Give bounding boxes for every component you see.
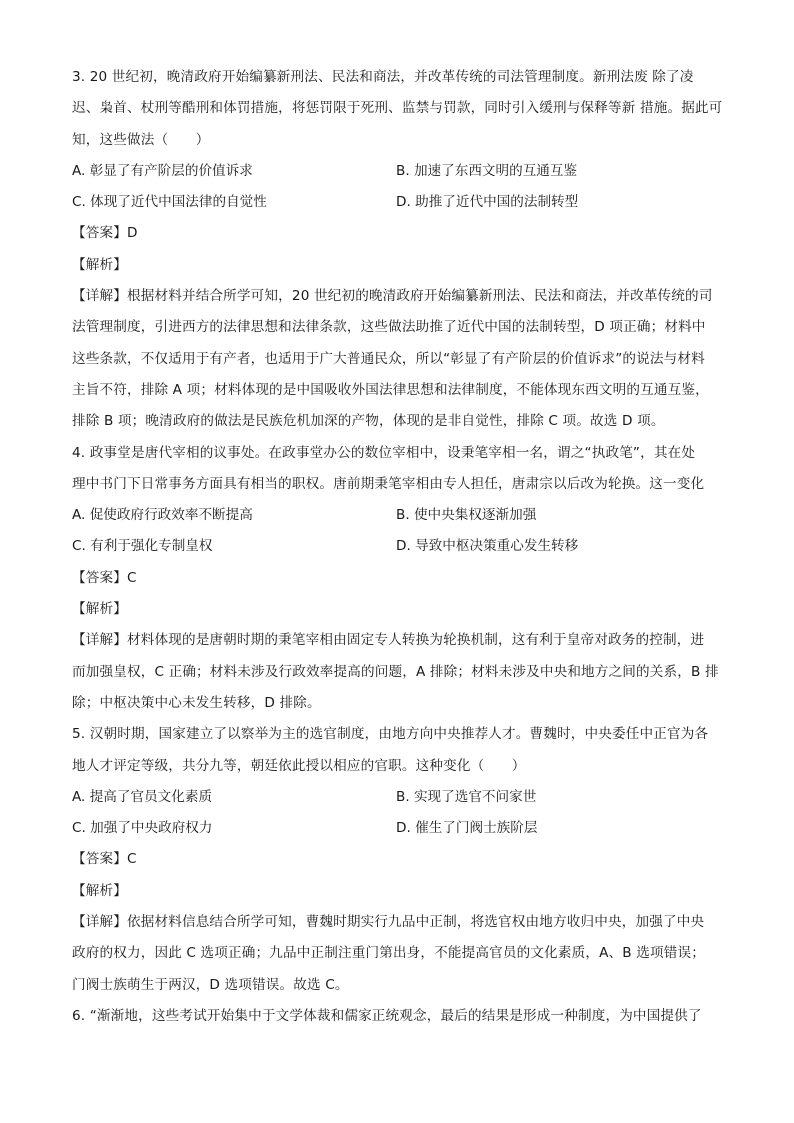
options-row xyxy=(72,156,724,187)
answer-line: 【答案】C xyxy=(72,851,137,868)
question-stem-line: 3. 20 世纪初，晚清政府开始编纂新刑法、民法和商法，并改革传统的司法管理制度。新刑法废 除了凌 xyxy=(72,69,694,85)
options-row xyxy=(72,531,724,562)
detail-line: 而加强皇权，C 正确；材料未涉及行政效率提高的问题，A 排除；材料未涉及中央和地方之间的关系，B 排 xyxy=(72,663,719,680)
option-a: A. 彰显了有产阶层的价值诉求 xyxy=(72,162,253,179)
question-6 xyxy=(72,1001,724,1032)
answer-line: 【答案】C xyxy=(72,569,137,586)
detail-line: 【详解】根据材料并结合所学可知，20 世纪初的晚清政府开始编纂新刑法、民法和商法，并改革传统的司 xyxy=(72,288,713,305)
option-b: B. 实现了选官不问家世 xyxy=(396,788,537,805)
option-d: D. 导致中枢决策重心发生转移 xyxy=(396,538,579,555)
analysis-label: 【解析】 xyxy=(72,256,127,273)
question-3 xyxy=(72,62,724,438)
detail-line: 法管理制度，引进西方的法律思想和法律条款，这些做法助推了近代中国的法制转型，D 项正确；材料中 xyxy=(72,319,706,336)
answer-line: 【答案】D xyxy=(72,225,138,242)
analysis-label: 【解析】 xyxy=(72,882,127,899)
question-stem-line: 地人才评定等级，共分九等，朝廷依此授以相应的官职。这种变化（ ） xyxy=(72,757,526,774)
question-stem-line: 5. 汉朝时期，国家建立了以察举为主的选官制度，由地方向中央推荐人才。曹魏时，中央委任中正官为各 xyxy=(72,726,709,743)
option-c: C. 加强了中央政府权力 xyxy=(72,820,213,837)
option-a: A. 促使政府行政效率不断提高 xyxy=(72,507,253,524)
question-5 xyxy=(72,719,724,1001)
detail-line: 【详解】依据材料信息结合所学可知，曹魏时期实行九品中正制，将选官权由地方收归中央，加强了中央 xyxy=(72,914,705,931)
option-b: B. 使中央集权逐渐加强 xyxy=(396,507,537,524)
question-stem-line: 6. “渐渐地，这些考试开始集中于文学体裁和儒家正统观念，最后的结果是形成一种制度，为中国提供了 xyxy=(72,1007,702,1024)
question-stem-line: 理中书门下日常事务方面具有相当的职权。唐前期秉笔宰相由专人担任，唐肃宗以后改为轮换。这一变化 xyxy=(72,475,705,492)
option-a: A. 提高了官员文化素质 xyxy=(72,788,213,805)
detail-line: 这些条款，不仅适用于有产者，也适用于广大普通民众，所以“彰显了有产阶层的价值诉求”的说法与材料 xyxy=(72,350,705,367)
option-c: C. 有利于强化专制皇权 xyxy=(72,538,213,555)
options-row xyxy=(72,782,724,813)
detail-line: 门阀士族萌生于两汉，D 选项错误。故选 C。 xyxy=(72,976,349,993)
question-stem-line: 4. 政事堂是唐代宰相的议事处。在政事堂办公的数位宰相中，设秉笔宰相一名，谓之“执政笔”，其在处 xyxy=(72,444,696,461)
analysis-label: 【解析】 xyxy=(72,601,127,618)
option-c: C. 体现了近代中国法律的自觉性 xyxy=(72,194,267,211)
detail-line: 政府的权力，因此 C 选项正确；九品中正制注重门第出身，不能提高官员的文化素质，A、B 选项错误； xyxy=(72,945,705,962)
detail-line: 主旨不符，排除 A 项；材料体现的是中国吸收外国法律思想和法律制度，不能体现东西文明的互通互鉴， xyxy=(72,381,709,398)
detail-line: 排除 B 项；晚清政府的做法是民族危机加深的产物，体现的是非自觉性，排除 C 项。故选 D 项。 xyxy=(72,413,665,430)
document-page xyxy=(72,62,724,1032)
question-4 xyxy=(72,438,724,720)
option-d: D. 助推了近代中国的法制转型 xyxy=(396,194,579,211)
detail-line: 【详解】材料体现的是唐朝时期的秉笔宰相由固定专人转换为轮换机制，这有利于皇帝对政务的控制，进 xyxy=(72,632,705,649)
options-row xyxy=(72,500,724,531)
option-b: B. 加速了东西文明的互通互鉴 xyxy=(396,162,578,179)
options-row xyxy=(72,813,724,844)
option-d: D. 催生了门阀士族阶层 xyxy=(396,820,538,837)
question-stem-line: 迟、枭首、杖刑等酷刑和体罚措施，将惩罚限于死刑、监禁与罚款，同时引入缓刑与保释等新 措施。据此可 xyxy=(72,100,723,117)
detail-line: 除；中枢决策中心未发生转移，D 排除。 xyxy=(72,694,321,711)
question-stem-line: 知，这些做法（ ） xyxy=(72,131,210,148)
options-row xyxy=(72,187,724,218)
